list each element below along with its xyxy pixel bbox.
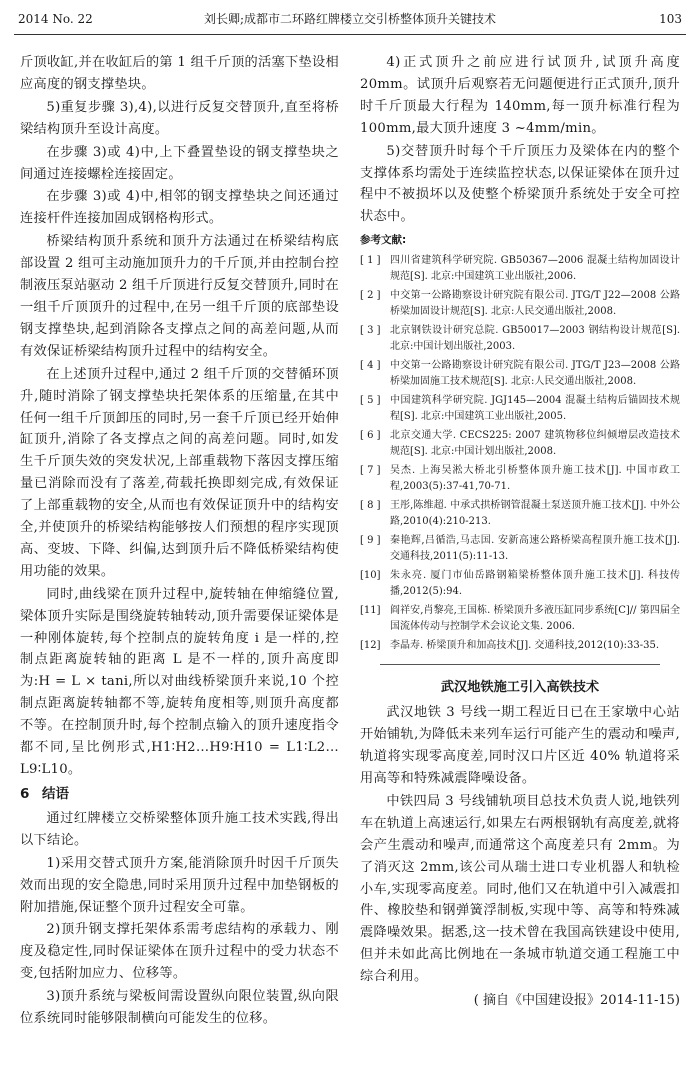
section-divider bbox=[380, 664, 660, 665]
news-source: ( 摘自《中国建设报》2014-11-15) bbox=[473, 993, 680, 1009]
reference-item bbox=[360, 568, 680, 600]
body-paragraph: 5)交替顶升时每个千斤顶压力及梁体在内的整个支撑体系均需处于连续监控状态,以保证梁体在顶升过程中不被损坏以及使整个桥梁顶升系统处于安全可控状态中。 bbox=[360, 143, 680, 225]
body-paragraph: 斤顶收缸,并在收缸后的第 1 组千斤顶的活塞下垫设相应高度的钢支撑垫块。 bbox=[20, 55, 339, 92]
reference-number: [ 6 ] bbox=[360, 430, 381, 442]
left-column bbox=[20, 52, 339, 1052]
news-paragraph: 中铁四局 3 号线铺轨项目总技术负责人说,地铁列车在轨道上高速运行,如果左右两根钢轨有高度差,就将会产生震动和噪声,而通常这个高度差只有 2mm。为了消灭这 2mm,该公司从瑞士进口专业机器人和轨检小车,实现零高度差。同时,他们又在轨道中引入减震扣件、橡胶垫和钢弹簧浮制板,实现中等、高等和特殊减震降噪效果。据悉,这一技术曾在我国高铁建设中使用,但并未如此高比例地在一条城市轨道交通工程施工中综合利用。 bbox=[360, 793, 680, 985]
reference-number: [ 8 ] bbox=[360, 500, 381, 512]
body-paragraph: 在步骤 3)或 4)中,上下叠置垫设的钢支撑垫块之间通过连接螺栓连接固定。 bbox=[20, 144, 339, 182]
reference-item bbox=[360, 533, 680, 565]
reference-number: [ 9 ] bbox=[360, 535, 381, 547]
reference-text: 四川省建筑科学研究院. GB50367—2006 混凝土结构加固设计规范[S]. 北京:中国建筑工业出版社,2006. bbox=[390, 255, 680, 283]
body-paragraph: 桥梁结构顶升系统和顶升方法通过在桥梁结构底部设置 2 组可主动施加顶升力的千斤顶,并由控制台控制液压泵站驱动 2 组千斤顶进行反复交替顶升,同时在一组千斤顶顶升的过程中,在另一组千斤顶的底部垫设钢支撑垫块,起到消除各支撑点之间的高差问题,从而有效保证桥梁结构顶升过程中的结构安全。 bbox=[20, 234, 339, 359]
body-paragraph: 2)顶升钢支撑托架体系需考虑结构的承载力、刚度及稳定性,同时保证梁体在顶升过程中的受力状态不变,包括附加应力、位移等。 bbox=[20, 922, 339, 982]
section-heading bbox=[20, 783, 339, 805]
reference-item bbox=[360, 463, 680, 495]
reference-text: 中交第一公路勘察设计研究院有限公司. JTG/T J23—2008 公路桥梁加固施工技术规范[S]. 北京:人民交通出版社,2008. bbox=[390, 360, 680, 388]
body-paragraph: 在步骤 3)或 4)中,相邻的钢支撑垫块之间还通过连接杆件连接加固成钢格构形式。 bbox=[20, 189, 339, 227]
news-paragraph: 武汉地铁 3 号线一期工程近日已在王家墩中心站开始铺轨,为降低未来列车运行可能产生的震动和噪声,轨道将实现零高度差,同时汉口片区近 40% 轨道将采用高等和特殊减震降噪设备。 bbox=[360, 705, 680, 786]
reference-text: 王彤,陈维超. 中承式拱桥钢管混凝土泵送顶升施工技术[J]. 中外公路,2010(4):210-213. bbox=[390, 500, 680, 528]
reference-item bbox=[360, 498, 680, 530]
reference-number: [ 4 ] bbox=[360, 360, 381, 372]
reference-text: 北京交通大学. CECS225: 2007 建筑物移位纠倾增层改造技术规范[S]. 北京:中国计划出版社,2008. bbox=[390, 430, 680, 458]
reference-number: [ 2 ] bbox=[360, 290, 381, 302]
reference-item bbox=[360, 288, 680, 320]
reference-item bbox=[360, 428, 680, 460]
reference-item bbox=[360, 358, 680, 390]
reference-text: 中国建筑科学研究院. JGJ145—2004 混凝土结构后锚固技术规程[S]. 北京:中国建筑工业出版社,2005. bbox=[390, 395, 680, 423]
reference-text: 秦艳辉,吕循浩,马志国. 安新高速公路桥梁高程顶升施工技术[J]. 交通科技,2011(5):11-13. bbox=[390, 535, 680, 563]
issue-label: 2014 No. 22 bbox=[18, 12, 93, 26]
reference-item bbox=[360, 638, 680, 654]
body-paragraph: 5)重复步骤 3),4),以进行反复交替顶升,直至将桥梁结构顶升至设计高度。 bbox=[20, 99, 339, 137]
reference-item bbox=[360, 603, 680, 635]
reference-text: 吴杰. 上海吴淞大桥北引桥整体顶升施工技术[J]. 中国市政工程,2003(5):37-41,70-71. bbox=[390, 465, 680, 493]
right-column bbox=[360, 52, 680, 1052]
news-title: 武汉地铁施工引入高铁技术 bbox=[440, 680, 600, 696]
reference-item bbox=[360, 323, 680, 355]
reference-text: 李晶寿. 桥梁顶升和加高技术[J]. 交通科技,2012(10):33-35. bbox=[390, 640, 660, 652]
reference-number: [ 7 ] bbox=[360, 465, 381, 477]
section-title: 结语 bbox=[42, 785, 69, 802]
body-paragraph: 4)正式顶升之前应进行试顶升,试顶升高度 20mm。试顶升后观察若无问题便进行正式顶升,顶升时千斤顶最大行程为 140mm,每一顶升标准行程为 100mm,最大顶升速度 3 ~4mm/min。 bbox=[360, 55, 680, 136]
reference-item bbox=[360, 253, 680, 285]
reference-number: [11] bbox=[360, 605, 381, 617]
running-title: 刘长卿;成都市二环路红牌楼立交引桥整体顶升关键技术 bbox=[203, 12, 497, 26]
page-header bbox=[14, 4, 686, 35]
body-paragraph: 同时,曲线梁在顶升过程中,旋转轴在伸缩缝位置,梁体顶升实际是围绕旋转轴转动,顶升需要保证梁体是一种刚体旋转,每个控制点的旋转角度 i 是一样的,控制点距离旋转轴的距离 L 是不一样的,顶升高度即为:H = L × tani,所以对曲线桥梁顶升来说,10 个控制点距离旋转轴都不等,旋转角度相等,则顶升高度都不等。在控制顶升时,每个控制点输入的顶升速度指令都不同,呈比例形式,H1∶H2…H9∶H10 = L1∶L2…L9∶L10。 bbox=[20, 586, 339, 777]
body-paragraph: 1)采用交替式顶升方案,能消除顶升时因千斤顶失效而出现的安全隐患,同时采用顶升过程中加垫钢板的附加措施,保证整个顶升过程安全可靠。 bbox=[20, 855, 339, 915]
body-paragraph: 3)顶升系统与梁板间需设置纵向限位装置,纵向限位系统同时能够限制横向可能发生的位移。 bbox=[20, 989, 339, 1027]
reference-item bbox=[360, 393, 680, 425]
body-paragraph: 在上述顶升过程中,通过 2 组千斤顶的交替循环顶升,随时消除了钢支撑垫块托架体系的压缩量,在其中任何一组千斤顶卸压的同时,另一套千斤顶已经开始伸缸顶升,消除了各支撑点之间的高差问题。同时,如发生千斤顶失效的突发状况,上部重载物下落因支撑压缩量已消除而没有了落差,荷载托换即刻完成,有效保证了上部重载物的安全,从而也有效保证顶升中的结构安全,并使顶升的桥梁结构能够按人们预想的程序实现顶高、变坡、下降、纠偏,达到顶升后不降低桥梁结构使用功能的效果。 bbox=[20, 366, 339, 579]
reference-number: [ 1 ] bbox=[360, 255, 381, 267]
section-number: 6 bbox=[20, 785, 30, 802]
reference-text: 中交第一公路勘察设计研究院有限公司. JTG/T J22—2008 公路桥梁加固设计规范[S]. 北京:人民交通出版社,2008. bbox=[390, 290, 680, 318]
reference-number: [12] bbox=[360, 640, 381, 652]
reference-number: [10] bbox=[360, 570, 381, 582]
reference-number: [ 3 ] bbox=[360, 325, 381, 337]
reference-text: 朱永亮. 厦门市仙岳路钢箱梁桥整体顶升施工技术[J]. 科技传播,2012(5):94. bbox=[390, 570, 680, 598]
reference-text: 北京钢铁设计研究总院. GB50017—2003 钢结构设计规范[S]. 北京:中国计划出版社,2003. bbox=[390, 325, 680, 353]
body-paragraph: 通过红牌楼立交桥梁整体顶升施工技术实践,得出以下结论。 bbox=[20, 810, 339, 848]
reference-number: [ 5 ] bbox=[360, 395, 381, 407]
reference-list bbox=[360, 253, 680, 654]
reference-text: 阎祥安,肖黎亮,王国栋. 桥梁顶升多液压缸同步系统[C]// 第四届全国流体传动与控制学术会议论文集. 2006. bbox=[390, 605, 680, 633]
page-number: 103 bbox=[659, 12, 682, 26]
references-heading: 参考文献: bbox=[360, 234, 407, 247]
